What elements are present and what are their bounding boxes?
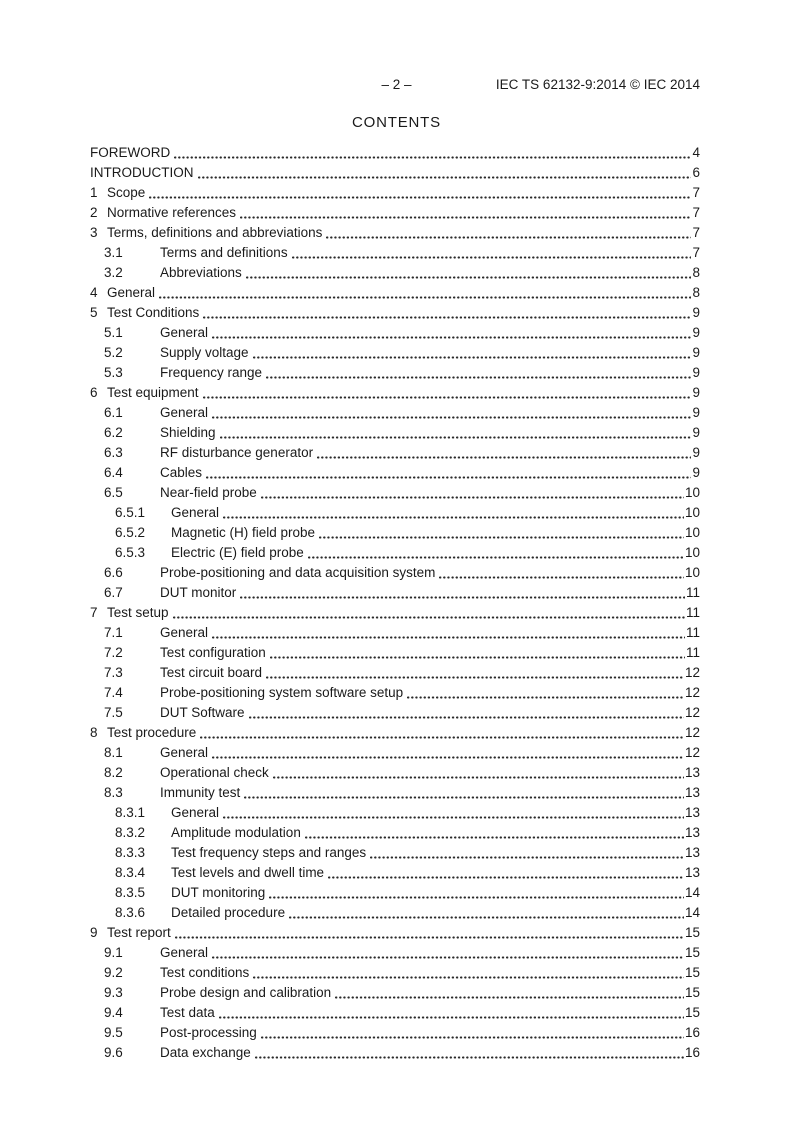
toc-entry-page: 9 [692, 305, 700, 320]
toc-entry-title: DUT monitoring [171, 885, 266, 900]
toc-entry-number: 5.3 [104, 365, 123, 380]
toc-entry [90, 463, 700, 483]
dot-leader [269, 896, 684, 899]
toc-entry [90, 183, 700, 203]
toc-entry [90, 503, 700, 523]
toc-entry-title: General [160, 945, 209, 960]
toc-entry-title: DUT Software [160, 705, 245, 720]
toc-entry-title: Test circuit board [160, 665, 263, 680]
toc-entry-title: FOREWORD [90, 145, 171, 160]
toc-entry-title: Test conditions [160, 965, 250, 980]
toc-entry [90, 1043, 700, 1063]
dot-leader [273, 776, 684, 779]
toc-entry-page: 10 [684, 485, 700, 500]
dot-leader [253, 976, 684, 979]
toc-entry-page: 7 [692, 245, 700, 260]
toc-entry-title: Cables [160, 465, 203, 480]
toc-entry-page: 9 [692, 345, 700, 360]
dot-leader [261, 1036, 684, 1039]
dot-leader [159, 296, 691, 299]
dot-leader [317, 456, 691, 459]
toc-entry-number: 8.2 [104, 765, 123, 780]
toc-entry-title: Shielding [160, 425, 216, 440]
dot-leader [305, 836, 684, 839]
dot-leader [223, 516, 684, 519]
toc-entry-title: Frequency range [160, 365, 263, 380]
toc-entry-number: 6 [90, 385, 98, 400]
header-page-number: – 2 – [381, 77, 412, 92]
toc-entry [90, 583, 700, 603]
toc-entry-title: Terms, definitions and abbreviations [107, 225, 323, 240]
toc-entry-number: 2 [90, 205, 98, 220]
toc-entry [90, 203, 700, 223]
toc-entry-page: 12 [684, 745, 700, 760]
toc-entry-page: 12 [684, 705, 700, 720]
toc-entry [90, 743, 700, 763]
toc-entry-number: 4 [90, 285, 98, 300]
toc-entry-number: 9.3 [104, 985, 123, 1000]
toc-entry-page: 11 [685, 605, 700, 620]
toc-entry [90, 963, 700, 983]
toc-entry [90, 283, 700, 303]
toc-entry-number: 6.5.1 [115, 505, 146, 520]
toc-entry-page: 10 [684, 525, 700, 540]
toc-entry-number: 5.1 [104, 325, 123, 340]
toc-entry-number: 6.5 [104, 485, 123, 500]
toc-entry [90, 603, 700, 623]
toc-entry-number: 3.2 [104, 265, 123, 280]
dot-leader [266, 676, 684, 679]
dot-leader [326, 236, 691, 239]
toc-entry-page: 16 [684, 1045, 700, 1060]
dot-leader [292, 256, 692, 259]
toc-entry-number: 6.5.3 [115, 545, 146, 560]
dot-leader [200, 736, 684, 739]
dot-leader [253, 356, 692, 359]
toc-entry-number: 8.3.6 [115, 905, 146, 920]
toc-entry-number: 7 [90, 605, 98, 620]
toc-entry-number: 7.3 [104, 665, 123, 680]
dot-leader [439, 576, 684, 579]
toc-entry [90, 883, 700, 903]
dot-leader [173, 616, 685, 619]
toc-entry-number: 9.1 [104, 945, 123, 960]
toc-entry [90, 403, 700, 423]
toc-entry [90, 823, 700, 843]
toc-entry-page: 4 [692, 145, 700, 160]
toc-entry-title: Data exchange [160, 1045, 251, 1060]
toc-entry [90, 223, 700, 243]
toc-entry-number: 8.3.5 [115, 885, 146, 900]
toc-entry-number: 3 [90, 225, 98, 240]
toc-entry-page: 11 [685, 585, 700, 600]
toc-entry [90, 483, 700, 503]
toc-entry [90, 663, 700, 683]
dot-leader [319, 536, 684, 539]
toc-entry-page: 13 [684, 785, 700, 800]
toc-entry-page: 11 [685, 645, 700, 660]
dot-leader [370, 856, 684, 859]
toc-entry-number: 5 [90, 305, 98, 320]
toc-entry-page: 15 [684, 945, 700, 960]
toc-entry [90, 263, 700, 283]
toc-entry-number: 3.1 [104, 245, 123, 260]
dot-leader [289, 916, 684, 919]
toc-entry-title: Test report [107, 925, 171, 940]
dot-leader [198, 176, 692, 179]
toc-entry-title: Electric (E) field probe [171, 545, 304, 560]
toc-entry-title: DUT monitor [160, 585, 237, 600]
dot-leader [328, 876, 684, 879]
contents-title: CONTENTS [352, 114, 441, 131]
toc-entry-title: Test data [160, 1005, 215, 1020]
page-header [0, 76, 793, 93]
toc-entry [90, 703, 700, 723]
toc-entry-number: 7.4 [104, 685, 123, 700]
dot-leader [203, 396, 692, 399]
toc-entry-number: 8.3.1 [115, 805, 146, 820]
toc-entry-page: 9 [692, 445, 700, 460]
dot-leader [249, 716, 684, 719]
toc-entry-number: 8.3 [104, 785, 123, 800]
toc-entry-page: 13 [684, 765, 700, 780]
toc-entry [90, 803, 700, 823]
toc-entry-page: 7 [692, 205, 700, 220]
toc-entry-page: 9 [692, 465, 700, 480]
toc-entry-page: 9 [692, 365, 700, 380]
toc-entry [90, 143, 700, 163]
dot-leader [308, 556, 684, 559]
toc-entry-number: 6.5.2 [115, 525, 146, 540]
toc-entry-page: 13 [684, 805, 700, 820]
toc-entry-title: General [160, 325, 209, 340]
dot-leader [212, 956, 684, 959]
toc-entry-number: 9.6 [104, 1045, 123, 1060]
toc-entry [90, 783, 700, 803]
toc-entry [90, 443, 700, 463]
toc-entry-title: Magnetic (H) field probe [171, 525, 316, 540]
table-of-contents [90, 143, 700, 1063]
toc-entry-title: Probe-positioning and data acquisition system [160, 565, 436, 580]
dot-leader [266, 376, 691, 379]
toc-entry-number: 1 [90, 185, 98, 200]
toc-entry-title: Test procedure [107, 725, 197, 740]
dot-leader [240, 216, 691, 219]
dot-leader [212, 636, 685, 639]
toc-entry [90, 683, 700, 703]
toc-entry-page: 13 [684, 865, 700, 880]
dot-leader [270, 656, 685, 659]
dot-leader [212, 416, 691, 419]
toc-entry-title: General [171, 805, 220, 820]
toc-entry-title: General [107, 285, 156, 300]
toc-entry-page: 14 [684, 905, 700, 920]
toc-entry-title: Scope [107, 185, 146, 200]
toc-entry-page: 9 [692, 385, 700, 400]
dot-leader [407, 696, 684, 699]
toc-entry-page: 12 [684, 665, 700, 680]
toc-entry-page: 10 [684, 565, 700, 580]
toc-entry-title: General [160, 625, 209, 640]
toc-entry [90, 863, 700, 883]
toc-entry [90, 563, 700, 583]
toc-entry [90, 363, 700, 383]
dot-leader [244, 796, 684, 799]
toc-entry-page: 8 [692, 285, 700, 300]
dot-leader [206, 476, 691, 479]
toc-entry-page: 10 [684, 545, 700, 560]
toc-entry-title: General [160, 745, 209, 760]
toc-entry-title: Amplitude modulation [171, 825, 301, 840]
toc-entry [90, 523, 700, 543]
toc-entry-number: 5.2 [104, 345, 123, 360]
toc-entry-page: 6 [692, 165, 700, 180]
toc-entry-number: 6.6 [104, 565, 123, 580]
toc-entry-page: 16 [684, 1025, 700, 1040]
toc-entry-title: Detailed procedure [171, 905, 286, 920]
toc-entry-title: Probe design and calibration [160, 985, 332, 1000]
dot-leader [174, 156, 691, 159]
dot-leader [246, 276, 692, 279]
toc-entry-page: 15 [684, 1005, 700, 1020]
toc-entry-title: Post-processing [160, 1025, 257, 1040]
toc-entry-title: Test configuration [160, 645, 266, 660]
dot-leader [203, 316, 691, 319]
toc-entry-title: Test levels and dwell time [171, 865, 325, 880]
toc-entry-page: 13 [684, 845, 700, 860]
toc-entry-page: 9 [692, 405, 700, 420]
toc-entry-title: Operational check [160, 765, 269, 780]
toc-entry-title: Terms and definitions [160, 245, 288, 260]
toc-entry-page: 9 [692, 325, 700, 340]
toc-entry-number: 9 [90, 925, 98, 940]
toc-entry-title: Probe-positioning system software setup [160, 685, 404, 700]
dot-leader [212, 336, 691, 339]
toc-entry-page: 14 [684, 885, 700, 900]
toc-entry [90, 543, 700, 563]
toc-entry [90, 1023, 700, 1043]
toc-entry [90, 983, 700, 1003]
toc-entry-number: 8.3.2 [115, 825, 146, 840]
toc-entry-number: 6.4 [104, 465, 123, 480]
toc-entry-number: 6.2 [104, 425, 123, 440]
toc-entry-page: 7 [692, 185, 700, 200]
toc-entry [90, 383, 700, 403]
toc-entry [90, 423, 700, 443]
toc-entry [90, 903, 700, 923]
toc-entry-page: 7 [692, 225, 700, 240]
toc-entry [90, 243, 700, 263]
toc-entry [90, 923, 700, 943]
toc-entry-page: 15 [684, 985, 700, 1000]
toc-entry-title: INTRODUCTION [90, 165, 194, 180]
toc-entry-title: General [160, 405, 209, 420]
toc-entry-number: 7.5 [104, 705, 123, 720]
toc-entry [90, 643, 700, 663]
toc-entry-number: 8.1 [104, 745, 123, 760]
toc-entry-title: Test Conditions [107, 305, 200, 320]
dot-leader [175, 936, 684, 939]
toc-entry-number: 9.2 [104, 965, 123, 980]
toc-entry [90, 943, 700, 963]
toc-entry-number: 8.3.4 [115, 865, 146, 880]
toc-entry-title: RF disturbance generator [160, 445, 314, 460]
header-document-reference: IEC TS 62132-9:2014 © IEC 2014 [495, 77, 700, 92]
toc-entry-title: Abbreviations [160, 265, 242, 280]
toc-entry-page: 15 [684, 965, 700, 980]
toc-entry [90, 343, 700, 363]
toc-entry [90, 843, 700, 863]
toc-entry-number: 7.2 [104, 645, 123, 660]
toc-entry-title: Normative references [107, 205, 237, 220]
dot-leader [255, 1056, 684, 1059]
dot-leader [223, 816, 684, 819]
toc-entry [90, 763, 700, 783]
toc-entry-title: Supply voltage [160, 345, 249, 360]
toc-entry [90, 163, 700, 183]
toc-entry-page: 15 [684, 925, 700, 940]
toc-entry-number: 7.1 [104, 625, 123, 640]
toc-entry-number: 9.4 [104, 1005, 123, 1020]
dot-leader [149, 196, 691, 199]
toc-entry-page: 11 [685, 625, 700, 640]
toc-entry-title: Test equipment [107, 385, 199, 400]
toc-entry-page: 10 [684, 505, 700, 520]
toc-entry [90, 1003, 700, 1023]
toc-entry-page: 13 [684, 825, 700, 840]
toc-entry-title: Near-field probe [160, 485, 257, 500]
toc-entry-number: 8.3.3 [115, 845, 146, 860]
dot-leader [335, 996, 684, 999]
dot-leader [261, 496, 684, 499]
toc-entry-title: Test frequency steps and ranges [171, 845, 367, 860]
dot-leader [220, 436, 692, 439]
toc-entry-number: 8 [90, 725, 98, 740]
toc-entry [90, 723, 700, 743]
dot-leader [240, 596, 685, 599]
toc-entry-page: 12 [684, 725, 700, 740]
toc-entry-title: General [171, 505, 220, 520]
toc-entry-number: 6.7 [104, 585, 123, 600]
toc-entry [90, 303, 700, 323]
dot-leader [212, 756, 684, 759]
toc-entry-number: 9.5 [104, 1025, 123, 1040]
toc-entry-number: 6.3 [104, 445, 123, 460]
toc-entry [90, 623, 700, 643]
toc-entry-title: Test setup [107, 605, 169, 620]
toc-entry-title: Immunity test [160, 785, 241, 800]
dot-leader [219, 1016, 684, 1019]
toc-entry-page: 8 [692, 265, 700, 280]
toc-entry-number: 6.1 [104, 405, 123, 420]
toc-entry [90, 323, 700, 343]
toc-entry-page: 12 [684, 685, 700, 700]
toc-entry-page: 9 [692, 425, 700, 440]
